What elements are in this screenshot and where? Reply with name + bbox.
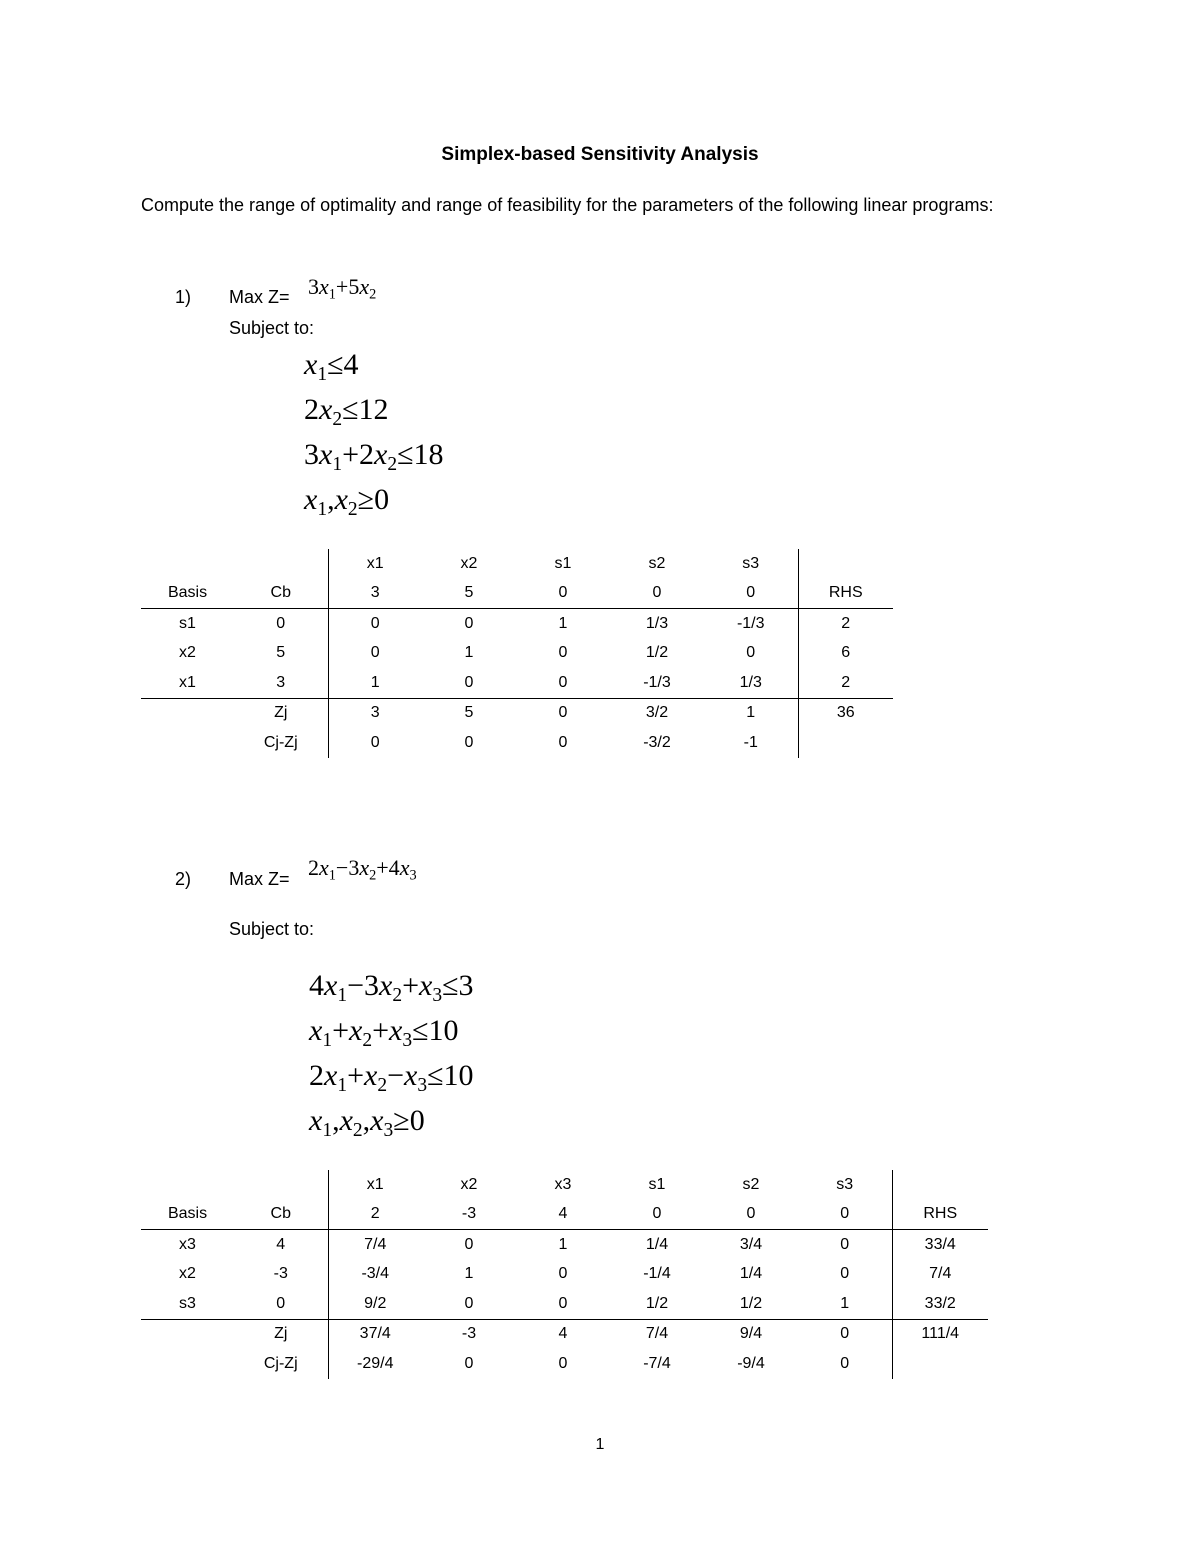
coefficient-cell: 0 (328, 609, 422, 639)
rhs-cell: 2 (798, 609, 893, 639)
coefficient-cell: 1/3 (610, 609, 704, 639)
zj-label: Zj (234, 698, 328, 728)
coefficient-cell: 1 (464, 644, 474, 662)
rhs-cell: 33/4 (892, 1230, 988, 1260)
constraint: $2x_1+x_2-x_3\le 10$ (309, 1059, 474, 1096)
basis-cell: x1 (179, 673, 196, 691)
coefficient-cell: 1/4 (610, 1230, 704, 1260)
tableau-header-row (141, 1170, 988, 1200)
problem-1-number: 1) (175, 287, 192, 307)
basis-cell: x2 (179, 644, 196, 662)
table-row (141, 639, 893, 669)
basis-cell: s3 (179, 1294, 196, 1312)
cb-cell: 0 (234, 609, 328, 639)
variable-header: x2 (460, 1175, 478, 1193)
coefficient-cell: 1/3 (739, 673, 762, 691)
constraint: $x_1+x_2+x_3\le 10$ (309, 1014, 459, 1051)
variable-header: s3 (836, 1175, 854, 1193)
cj-zj-value: -7/4 (643, 1354, 671, 1372)
coefficient-cell: 0 (798, 1230, 892, 1260)
tableau-empty-cell (141, 549, 234, 579)
cj-value: 0 (746, 584, 756, 602)
variable-header: s3 (742, 554, 760, 572)
zj-value: 7/4 (610, 1319, 704, 1349)
zj-value: 3/2 (610, 698, 704, 728)
coefficient-cell: 0 (558, 1294, 568, 1312)
zj-value: -3 (422, 1319, 516, 1349)
cj-zj-label: Cj-Zj (263, 1354, 298, 1372)
variable-header: s2 (648, 554, 666, 572)
coefficient-cell: 3/4 (704, 1230, 798, 1260)
tableau-empty-cell (141, 728, 234, 758)
tableau-empty-cell (798, 728, 893, 758)
cj-value: 0 (652, 1205, 662, 1223)
zj-value: 0 (798, 1319, 892, 1349)
cb-header: Cb (270, 1205, 291, 1223)
tableau-empty-cell (141, 1349, 234, 1379)
tableau-header-row (141, 549, 893, 579)
problem-1-max-label: Max Z= (229, 287, 290, 307)
tableau-empty-cell (892, 1349, 988, 1379)
objective-value: 36 (798, 698, 893, 728)
cj-value: 0 (840, 1205, 850, 1223)
tableau-cj-row (141, 579, 893, 609)
cj-zj-value: 0 (464, 1354, 474, 1372)
cj-value: 0 (652, 584, 662, 602)
table-row (141, 1289, 988, 1319)
simplex-tableau-1 (141, 549, 893, 758)
coefficient-cell: 1/4 (739, 1265, 763, 1283)
zj-label: Zj (234, 1319, 328, 1349)
cj-zj-row (141, 1349, 988, 1379)
coefficient-cell: 0 (746, 644, 756, 662)
tableau-empty-cell (234, 1170, 328, 1200)
coefficient-cell: 0 (558, 673, 568, 691)
problem-1-subject-label: Subject to: (229, 318, 315, 338)
cj-zj-value: 0 (558, 1354, 568, 1372)
constraint: $3x_1+2x_2\le 18$ (304, 438, 444, 475)
variable-header: x1 (328, 1170, 422, 1200)
coefficient-cell: -1/3 (704, 609, 798, 639)
cb-cell: 4 (234, 1230, 328, 1260)
coefficient-cell: 0 (328, 639, 422, 669)
variable-header: s2 (742, 1175, 760, 1193)
intro-paragraph: Compute the range of optimality and range of feasibility for the parameters of the following linear programs: (141, 195, 994, 215)
coefficient-cell: 1/2 (645, 644, 669, 662)
cb-cell: -3 (273, 1265, 288, 1283)
coefficient-cell: 9/2 (328, 1289, 422, 1319)
table-row (141, 1260, 988, 1290)
cj-value: 4 (558, 1205, 568, 1223)
cj-value: 2 (328, 1200, 422, 1230)
coefficient-cell: 7/4 (328, 1230, 422, 1260)
problem-2-number: 2) (175, 869, 192, 889)
rhs-cell: 2 (798, 668, 893, 698)
cj-zj-value: -9/4 (737, 1354, 765, 1372)
coefficient-cell: 1/2 (739, 1294, 763, 1312)
constraint: $x_1,x_2\ge 0$ (304, 483, 390, 520)
cj-zj-value: 0 (464, 733, 474, 751)
constraint: $4x_1-3x_2+x_3\le 3$ (309, 969, 474, 1006)
coefficient-cell: 0 (422, 1230, 516, 1260)
rhs-cell: 33/2 (892, 1289, 988, 1319)
basis-cell: x2 (179, 1265, 196, 1283)
coefficient-cell: 0 (422, 609, 516, 639)
document-title: Simplex-based Sensitivity Analysis (441, 144, 759, 165)
objective-value: 111/4 (892, 1319, 988, 1349)
cb-cell: 3 (276, 673, 286, 691)
basis-cell: s1 (141, 609, 234, 639)
constraint: $2x_2\le 12$ (304, 393, 389, 430)
coefficient-cell: 0 (558, 644, 568, 662)
problem-1-objective: $3x_1+5x_2$ (308, 274, 377, 303)
cb-cell: 0 (276, 1294, 286, 1312)
basis-cell: x3 (141, 1230, 234, 1260)
coefficient-cell: -1/3 (643, 673, 671, 691)
zj-row (141, 698, 893, 728)
tableau-empty-cell (892, 1170, 988, 1200)
cj-value: 0 (746, 1205, 756, 1223)
problem-1-constraints (304, 342, 444, 522)
problem-2-max-label: Max Z= (229, 869, 290, 889)
tableau-empty-cell (798, 549, 893, 579)
tableau-empty-cell (234, 549, 328, 579)
table-row (141, 1230, 988, 1260)
cj-zj-value: 0 (840, 1354, 850, 1372)
cj-value: 3 (328, 579, 422, 609)
zj-value: 0 (516, 698, 610, 728)
problem-2-objective: $2x_1-3x_2+4x_3$ (308, 855, 417, 884)
basis-header: Basis (167, 584, 208, 602)
zj-value: 37/4 (328, 1319, 422, 1349)
coefficient-cell: 1 (328, 668, 422, 698)
rhs-cell: 6 (798, 639, 893, 669)
zj-value: 9/4 (704, 1319, 798, 1349)
tableau-empty-cell (141, 1170, 234, 1200)
variable-header: s1 (648, 1175, 666, 1193)
coefficient-cell: -1/4 (643, 1265, 671, 1283)
variable-header: x2 (460, 554, 478, 572)
zj-row (141, 1319, 988, 1349)
basis-header: Basis (167, 1205, 208, 1223)
table-row (141, 609, 893, 639)
zj-value: 3 (328, 698, 422, 728)
table-row (141, 668, 893, 698)
tableau-empty-cell (141, 698, 234, 728)
cj-value: 0 (558, 584, 568, 602)
cb-cell: 5 (276, 644, 286, 662)
cj-zj-row (141, 728, 893, 758)
cj-zj-value: -29/4 (328, 1349, 422, 1379)
coefficient-cell: 0 (840, 1265, 850, 1283)
problem-2-constraints (309, 963, 474, 1143)
variable-header: x1 (328, 549, 422, 579)
cj-value: 5 (464, 584, 474, 602)
cj-zj-value: -3/2 (643, 733, 671, 751)
zj-value: 5 (422, 698, 516, 728)
tableau-cj-row (141, 1200, 988, 1230)
cj-zj-value: 0 (328, 728, 422, 758)
cj-zj-value: 0 (558, 733, 568, 751)
coefficient-cell: 0 (464, 673, 474, 691)
coefficient-cell: 0 (558, 1265, 568, 1283)
zj-value: 4 (516, 1319, 610, 1349)
rhs-cell: 7/4 (892, 1260, 988, 1290)
problem-2-subject-label: Subject to: (229, 919, 315, 939)
constraint: $x_1,x_2,x_3\ge 0$ (309, 1104, 425, 1141)
cb-header: Cb (270, 584, 291, 602)
coefficient-cell: 1/2 (645, 1294, 669, 1312)
coefficient-cell: 1 (464, 1265, 474, 1283)
constraint: $x_1\le 4$ (304, 348, 359, 385)
variable-header: x3 (554, 1175, 572, 1193)
rhs-header: RHS (798, 579, 893, 609)
variable-header: s1 (554, 554, 572, 572)
page-number: 1 (595, 1436, 605, 1453)
coefficient-cell: -3/4 (328, 1260, 422, 1290)
cj-value: -3 (461, 1205, 477, 1223)
coefficient-cell: 1 (516, 1230, 610, 1260)
zj-value: 1 (704, 698, 798, 728)
simplex-tableau-2 (141, 1170, 988, 1379)
tableau-empty-cell (141, 1319, 234, 1349)
coefficient-cell: 1 (840, 1294, 850, 1312)
coefficient-cell: 1 (516, 609, 610, 639)
rhs-header: RHS (892, 1200, 988, 1230)
cj-zj-value: -1 (743, 733, 758, 751)
coefficient-cell: 0 (464, 1294, 474, 1312)
cj-zj-label: Cj-Zj (263, 733, 298, 751)
